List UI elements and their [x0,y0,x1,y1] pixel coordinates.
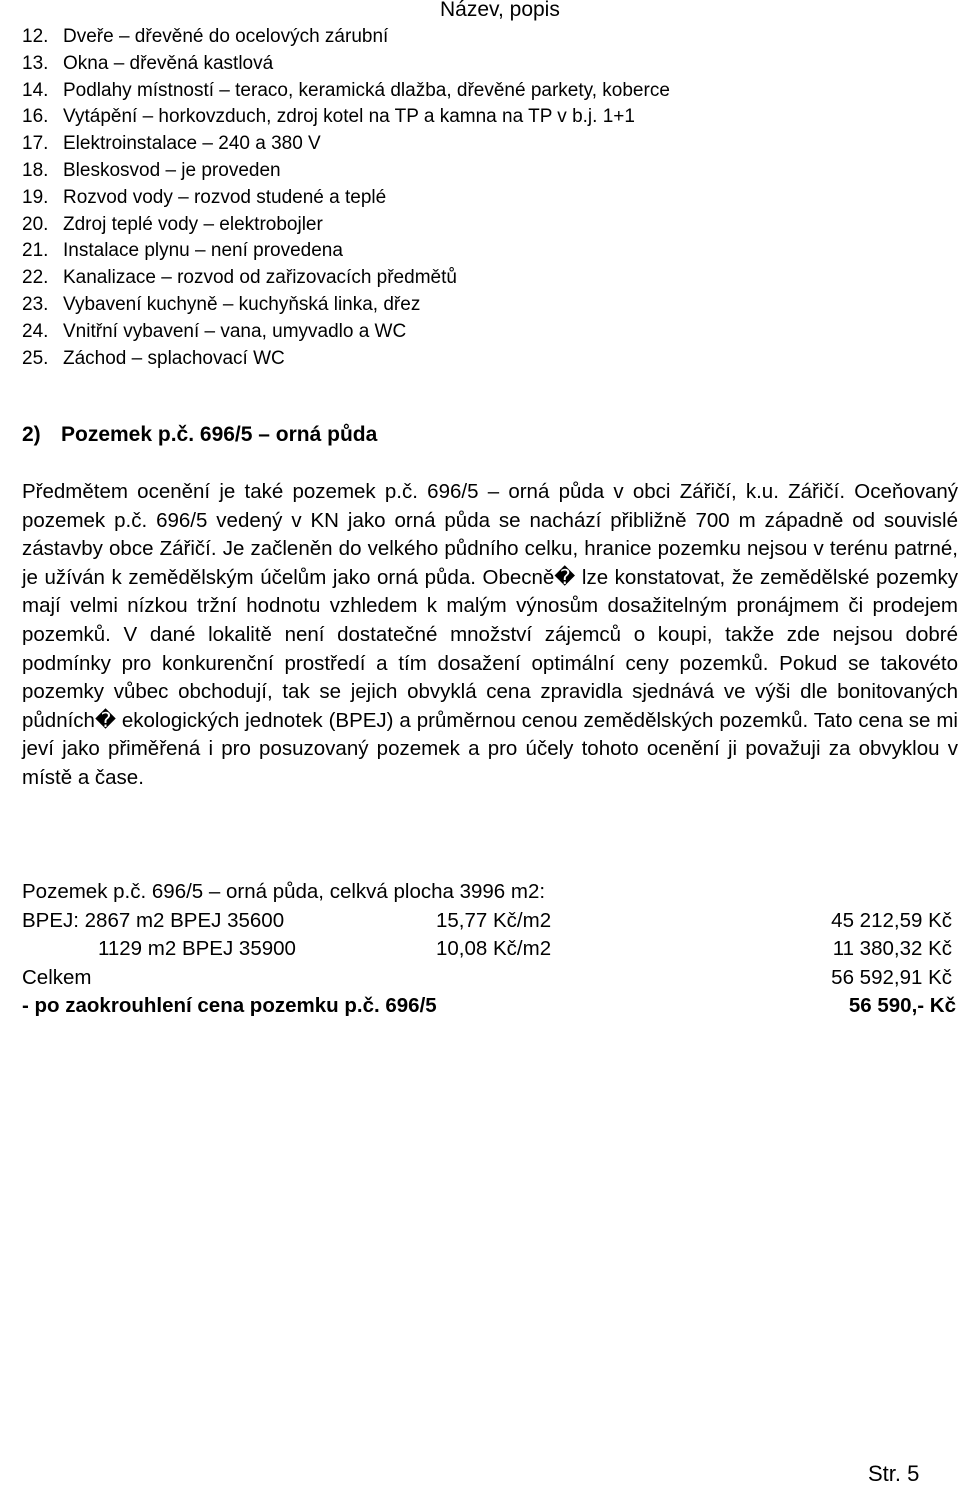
item-text: Instalace plynu – není provedena [63,240,343,262]
list-item [22,78,670,105]
item-text: Zdroj teplé vody – elektrobojler [63,213,323,235]
rounded-row [22,992,958,1021]
item-number: 24. [22,320,49,342]
item-number: 12. [22,26,49,47]
item-number: 19. [22,186,49,208]
item-text: Vytápění – horkovzduch, zdroj kotel na TP a kamna na TP v b.j. 1+1 [63,106,635,128]
section-number: 2) [22,423,41,446]
section-heading [22,422,377,448]
page-number: Str. 5 [868,1461,920,1486]
item-number: 23. [22,293,49,315]
item-text: Okna – dřevěná kastlová [63,52,274,74]
item-number: 14. [22,79,49,101]
item-text: Vnitřní vybavení – vana, umyvadlo a WC [63,320,407,342]
row-total: 11 380,32 Kč [832,937,952,961]
list-item [22,51,670,78]
list-item [22,212,670,239]
list-item [22,346,670,373]
item-number: 20. [22,213,49,235]
valuation-table [22,878,958,1021]
description-paragraph: Předmětem ocenění je také pozemek p.č. 696/5 – orná půda v obci Zářičí, k.u. Zářičí. Oceňovaný pozemek p.č. 696/5 vedený v KN jako orná půda se nachází přibližně 700 m západně od souvislé zástavby obce Zářičí. Je začleněn do velkého půdního celku, hranice pozemku nejsou v terénu patrné, je užíván k zemědělským účelům jako orná půda. Obecně� lze konstatovat, že zemědělské pozemky mají velmi nízkou tržní hodnotu vzhledem k malým výnosům dosažitelným pronájmem či prodejem pozemků. V dané lokalitě není dostatečné množství zájemců o koupi, takže zde nejsou dobré podmínky pro konkurenční prostředí a tím dosažení optimální ceny pozemků. Pokud se takovéto pozemky vůbec obchodují, tak se jejich obvyklá cena zpravidla sjednává ve výši dle bonitovaných půdních� ekologických jednotek (BPEJ) a průměrnou cenou zemědělských pozemků. Tato cena se mi jeví jako přiměřená i pro posuzovaný pozemek a pro účely tohoto ocenění ji považuji za obvyklou v místě a čase. [22,480,958,789]
row-total: 45 212,59 Kč [831,908,952,932]
list-item [22,158,670,185]
item-number: 18. [22,159,49,181]
item-text: Bleskosvod – je proveden [63,159,281,181]
list-item [22,319,670,346]
unit-price: 10,08 Kč/m2 [436,937,552,961]
valuation-title: Pozemek p.č. 696/5 – orná půda, celkvá plocha 3996 m2: [22,880,546,903]
list-item [22,265,670,292]
list-item [22,185,670,212]
table-row [22,935,958,964]
section-title: Pozemek p.č. 696/5 – orná půda [61,423,378,446]
item-number: 13. [22,52,49,74]
rounded-total: 56 590,- Kč [848,994,956,1018]
list-item [22,104,670,131]
item-text: Kanalizace – rozvod od zařizovacích předmětů [63,267,457,289]
rounded-label: - po zaokrouhlení cena pozemku p.č. 696/5 [22,994,437,1018]
equipment-list [22,24,670,372]
item-text: Dveře – dřevěné do ocelových zárubní [63,26,389,47]
sum-total: 56 592,91 Kč [831,965,952,989]
item-number: 16. [22,106,49,128]
list-item [22,238,670,265]
column-header: Název, popis [440,0,560,21]
item-text: Elektroinstalace – 240 a 380 V [63,133,321,155]
item-number: 25. [22,347,49,369]
list-item [22,24,670,51]
bpej-area: BPEJ: 2867 m2 BPEJ 35600 [22,908,285,932]
item-text: Vybavení kuchyně – kuchyňská linka, dřez [63,293,421,315]
unit-price: 15,77 Kč/m2 [436,908,552,932]
item-number: 17. [22,133,49,155]
item-text: Podlahy místností – teraco, keramická dlažba, dřevěné parkety, koberce [63,79,670,101]
bpej-area: 1129 m2 BPEJ 35900 [98,937,296,961]
table-row [22,907,958,936]
item-text: Rozvod vody – rozvod studené a teplé [63,186,387,208]
item-text: Záchod – splachovací WC [63,347,285,369]
list-item [22,292,670,319]
item-number: 21. [22,240,49,262]
list-item [22,131,670,158]
valuation-title-row [22,878,958,907]
sum-row [22,964,958,993]
sum-label: Celkem [22,965,92,989]
item-number: 22. [22,267,49,289]
